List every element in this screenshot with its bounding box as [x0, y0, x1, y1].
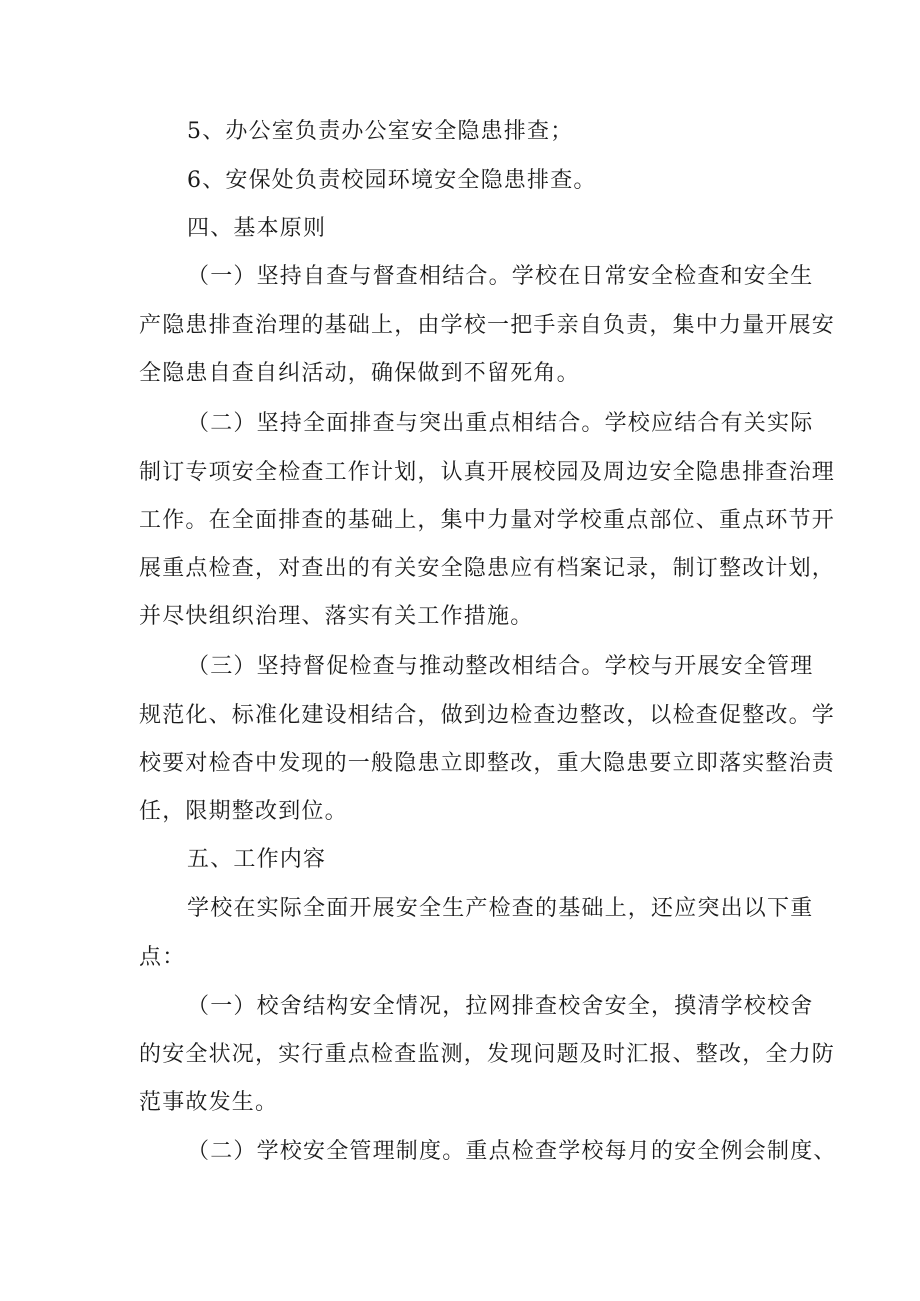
text-line-4: （一）坚持自查与督查相结合。学校在日常安全检查和安全生	[187, 264, 814, 289]
text-line-9: 工作。在全面排查的基础上，集中力量对学校重点部位、重点环节开	[139, 508, 836, 533]
text-line-13: 规范化、标准化建设相结合，做到边检查边整改，以检查促整改。学	[139, 703, 836, 728]
text-line-22: （二）学校安全管理制度。重点检查学校每月的安全例会制度、	[187, 1139, 837, 1164]
section-heading-principles: 四、基本原则	[187, 216, 327, 241]
text-line-7: （二）坚持全面排查与突出重点相结合。学校应结合有关实际	[187, 411, 814, 436]
text-line-6: 全隐患自查自纠活动，确保做到不留死角。	[139, 361, 580, 386]
text-line-10: 展重点检查，对查出的有关安全隐患应有档案记录，制订整改计划，	[139, 556, 836, 581]
text-line-18: 点：	[139, 945, 186, 970]
text-line-5: 产隐患排查治理的基础上，由学校一把手亲自负责，集中力量开展安	[139, 313, 836, 338]
text-line-14: 校要对检杳中发现的一般隐患立即整改，重大隐患要立即落实整治责	[139, 751, 836, 776]
text-line-17: 学校在实际全面开展安全生产检查的基础上，还应突出以下重	[187, 896, 814, 921]
text-line-20: 的安全状况，实行重点检查监测，发现问题及时汇报、整改，全力防	[139, 1042, 836, 1067]
text-line-8: 制订专项安全检查工作计划，认真开展校园及周边安全隐患排查治理	[139, 460, 836, 485]
text-line-19: （一）校舍结构安全情况，拉网排查校舍安全，摸清学校校舍	[187, 994, 814, 1019]
text-line-2: 6、安保处负责校园环境安全隐患排查。	[187, 168, 597, 193]
text-line-1: 5、办公室负责办公室安全隐患排查；	[187, 119, 574, 144]
section-heading-work-content: 五、工作内容	[187, 847, 327, 872]
text-line-21: 范事故发生。	[139, 1090, 279, 1115]
text-line-15: 任，限期整改到位。	[139, 799, 348, 824]
text-line-12: （三）坚持督促检查与推动整改相结合。学校与开展安全管理	[187, 654, 814, 679]
text-line-11: 并尽快组织治理、落实有关工作措施。	[139, 604, 534, 629]
